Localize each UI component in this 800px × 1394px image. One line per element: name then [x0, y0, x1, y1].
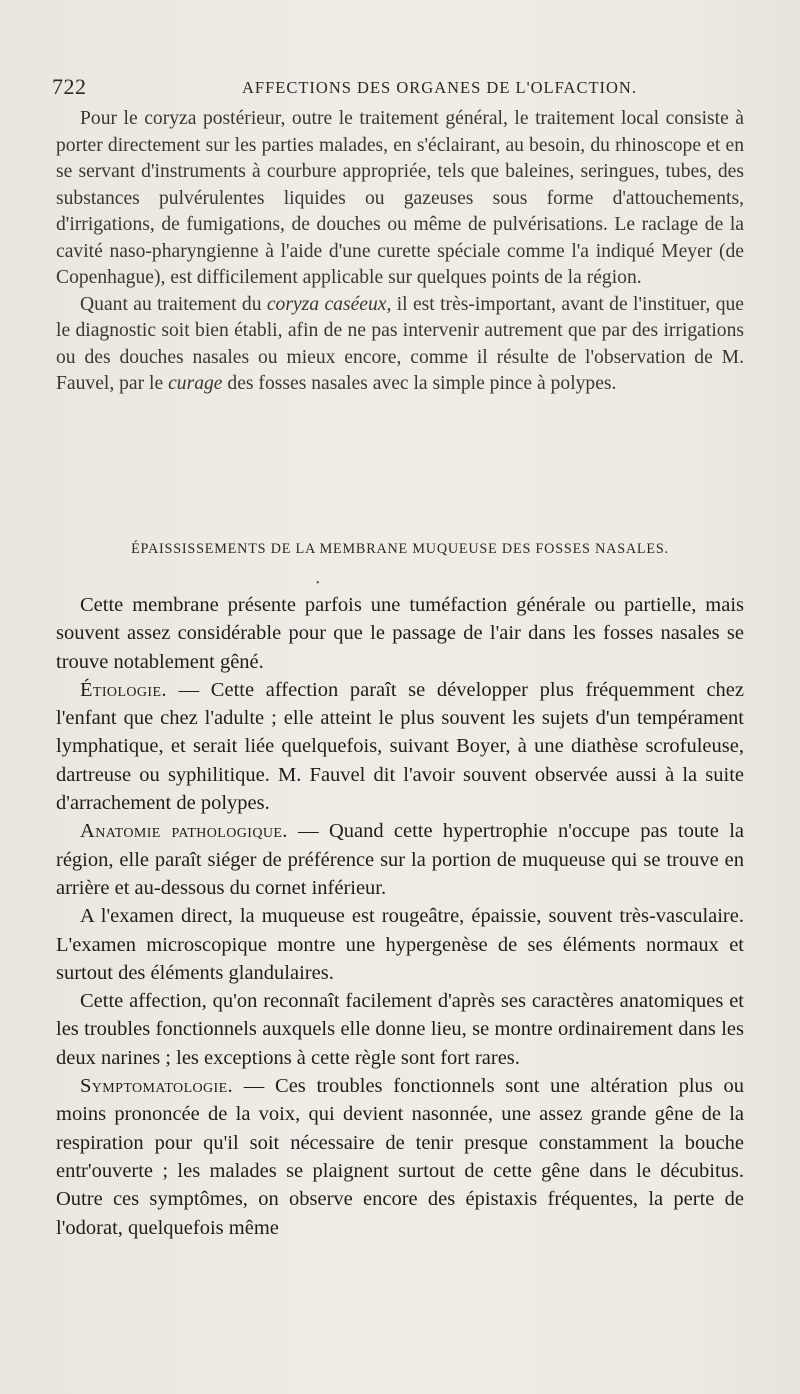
paragraph-symptomatologie: Symptomatologie. — Ces troubles fonctionnels sont une altération plus ou moins prononcée de la voix, qui devient nasonnée, une assez grande gêne de la respiration pour qu'il soit nécessaire de tenir presque constamment la bouche entr'ouverte ; les malades se plaignent surtout de cette gêne dans le décubitus. Outre ces symptômes, on observe encore des épistaxis fréquentes, la perte de l'odorat, quelquefois même — [56, 1075, 744, 1239]
running-head — [52, 74, 752, 104]
paragraph-membrane: Cette membrane présente parfois une tuméfaction générale ou partielle, mais souvent assez considérable pour que le passage de l'air dans les fosses nasales se trouve notablement gêné. — [56, 594, 744, 673]
running-title: AFFECTIONS DES ORGANES DE L'OLFACTION. — [242, 78, 637, 97]
italic-curage: curage — [168, 373, 223, 394]
paragraph-examen: A l'examen direct, la muqueuse est rougeâtre, épaissie, souvent très-vasculaire. L'examen microscopique montre une hypergenèse de ses éléments normaux et surtout des éléments glandulaires. — [56, 905, 744, 984]
italic-coryza-caseeux: coryza caséeux — [266, 293, 387, 315]
label-anatomie: Anatomie pathologique. — [80, 820, 288, 843]
membrane-text — [56, 591, 744, 1242]
paragraph-anatomie: Anatomie pathologique. — Quand cette hypertrophie n'occupe pas toute la région, elle paraît siéger de préférence sur la portion de muqueuse qui se trouve en arrière et au-dessous du cornet inférieur. — [56, 820, 744, 899]
section-title: ÉPAISSISSEMENTS DE LA MEMBRANE MUQUEUSE DES FOSSES NASALES. — [131, 541, 669, 557]
label-symptomatologie: Symptomatologie. — [80, 1075, 234, 1098]
ornament-dot: • — [316, 578, 320, 589]
page-number: 722 — [52, 74, 87, 99]
paragraph-reconnaissance: Cette affection, qu'on reconnaît facilement d'après ses caractères anatomiques et les troubles fonctionnels auxquels elle donne lieu, se montre ordinairement dans les deux narines ; les exceptions à cette règle sont fort rares. — [56, 990, 744, 1069]
label-etiologie: Étiologie. — [80, 678, 167, 701]
paragraph-etiologie: Étiologie. — Cette affection paraît se développer plus fréquemment chez l'enfant que chez l'adulte ; elle atteint le plus souvent les sujets d'un tempérament lymphatique, et serait liée quelquefois, suivant Boyer, à une diathèse scrofuleuse, dartreuse ou syphilitique. M. Fauvel dit l'avoir souvent observée aussi à la suite d'arrachement de polypes. — [56, 678, 744, 815]
paragraph-posterior-coryza: Pour le coryza postérieur, outre le traitement général, le traitement local consiste à porter directement sur les parties malades, en s'éclairant, au besoin, du rhinoscope et en se servant d'instruments à courbure appropriée, tels que baleines, seringues, tubes, des substances pulvérulentes liquides ou gazeuses sous forme d'attouchements, d'irrigations, de fumigations, de douches ou même de pulvérisations. Le raclage de la cavité naso-pharyngienne à l'aide d'une curette spéciale comme l'a indiqué Meyer (de Copenhague), est difficilement applicable sur quelques points de la région. — [56, 108, 744, 288]
paragraph-caseous-coryza: Quant au traitement du coryza caséeux, il est très-important, avant de l'instituer, que le diagnostic soit bien établi, afin de ne pas intervenir autrement que par des irrigations ou des douches nasales ou mieux encore, comme il résulte de l'observation de M. Fauvel, par le curage des fosses nasales avec la simple pince à polypes. — [56, 293, 744, 394]
coryza-treatment-text — [56, 106, 744, 398]
